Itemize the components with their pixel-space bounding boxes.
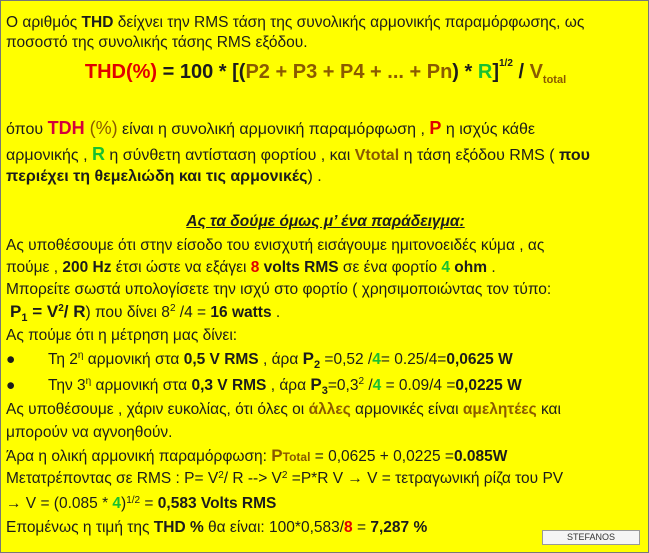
example-line-2: πούμε , 200 Hz έτσι ώστε να εξάγει 8 volts RMS σε ένα φορτίο 4 ohm . (6, 259, 496, 276)
example-heading: Ας τα δούμε όμως μ’ ένα παράδειγμα: (186, 213, 465, 230)
intro-line-1: Ο αριθμός THD δείχνει την RMS τάση της συνολικής αρμονικής παραμόρφωσης, ως (6, 14, 585, 31)
bullet-3rd-harmonic: ● Την $3^\eta$ αρμονική στα 0,3 V RMS , άρα $P_3=0,3^2$ /4 = 0.09/4 =0,0225 W (6, 375, 522, 398)
rms-result-line: → V = (0.085 * 4)$^{1/2}$ = 0,583 Volts RMS (6, 495, 277, 512)
where-line-1: όπου TDH (%) είναι η συνολική αρμονική παραμόρφωση , P η ισχύς κάθε (6, 118, 536, 138)
thd-result-line: Επομένως η τιμή της THD % θα είναι: 100*0,583/8 = 7,287 % (6, 519, 428, 536)
author-stamp: STEFANOS (542, 530, 640, 545)
thd-formula: THD(%) = 100 * [(P2 + P3 + P4 + ... + $Pn) * R]^{1/2} / V_{total}$ (84, 58, 567, 86)
rms-conversion-line: Μετατρέποντας σε RMS : $P= V^2/$ R --> $V^2 =P*R$ V → V = τετραγωνική ρίζα του PV (6, 470, 564, 487)
example-line-1: Ας υποθέσουμε ότι στην είσοδο του ενισχυτή εισάγουμε ημιτονοειδές κύμα , ας (6, 237, 545, 254)
example-line-7: μπορούν να αγνοηθούν. (6, 424, 173, 441)
intro-line-2: ποσοστό της συνολικής τάσης RMS εξόδου. (6, 34, 308, 51)
example-line-5: Ας πούμε ότι η μέτρηση μας δίνει: (6, 327, 238, 344)
total-distortion-line: Άρα η ολική αρμονική παραμόρφωση: PTotal = 0,0625 + 0,0225 =0.085W (6, 446, 508, 465)
bullet-icon: ● (6, 377, 16, 394)
example-line-3: Μπορείτε σωστά υπολογίσετε την ισχύ στο φορτίο ( χρησιμοποιώντας τον τύπο: (6, 281, 552, 298)
power-formula: $P_1 = V^2/$ R) που δίνει $8^2$ /4 = 16 watts . (10, 302, 281, 325)
example-line-6: Ας υποθέσουμε , χάριν ευκολίας, ότι όλες οι άλλες αρμονικές είναι αμελητέες και (6, 401, 561, 418)
where-line-3: περιέχει τη θεμελιώδη και τις αρμονικές) . (6, 168, 322, 185)
bullet-2nd-harmonic: ● Τη $2^\eta$ αρμονική στα 0,5 V RMS , άρα $P_2 =0,52$ /4= 0.25/4=0,0625 W (6, 349, 513, 372)
where-line-2: αρμονικής , R η σύνθετη αντίσταση φορτίου , και Vtotal η τάση εξόδου RMS ( που (6, 144, 590, 164)
bullet-icon: ● (6, 351, 16, 368)
